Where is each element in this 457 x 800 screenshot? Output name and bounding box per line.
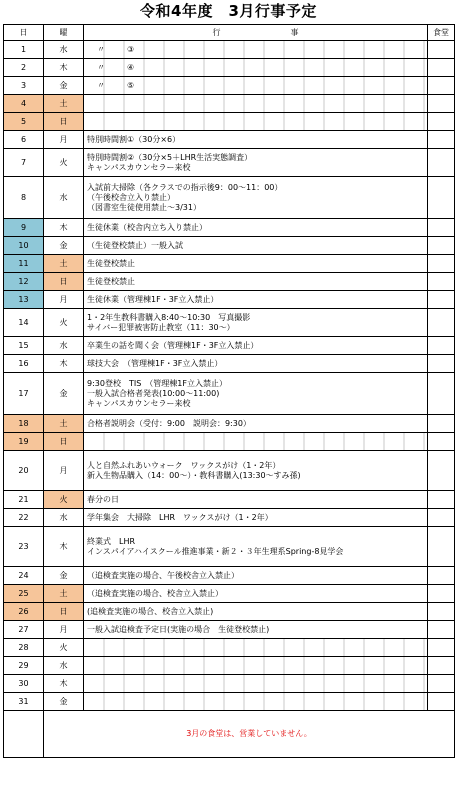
day-cell: 24 xyxy=(4,567,44,585)
events-cell xyxy=(84,657,428,675)
event-line: キャンパスカウンセラー来校 xyxy=(87,162,191,172)
cafeteria-cell xyxy=(428,491,455,509)
events-cell xyxy=(84,373,428,415)
table-row xyxy=(4,675,455,693)
cafeteria-cell xyxy=(428,273,455,291)
table-row xyxy=(4,639,455,657)
events-cell xyxy=(84,131,428,149)
events-cell xyxy=(84,59,428,77)
day-cell: 16 xyxy=(4,355,44,373)
cafeteria-cell xyxy=(428,527,455,567)
schedule-table xyxy=(3,24,455,758)
events-cell xyxy=(84,567,428,585)
weekday-cell: 日 xyxy=(44,603,84,621)
col-header-cafeteria: 食堂 xyxy=(428,25,455,41)
table-row xyxy=(4,355,455,373)
events-cell xyxy=(84,95,428,113)
weekday-cell: 木 xyxy=(44,59,84,77)
day-cell: 23 xyxy=(4,527,44,567)
weekday-cell: 日 xyxy=(44,433,84,451)
table-row xyxy=(4,113,455,131)
table-row xyxy=(4,177,455,219)
events-cell xyxy=(84,585,428,603)
events-cell xyxy=(84,41,428,59)
cafeteria-cell xyxy=(428,131,455,149)
ditto-mark: 〃 xyxy=(97,44,105,54)
events-cell xyxy=(84,639,428,657)
event-line: （追検査実施の場合、校舎立入禁止） xyxy=(87,588,223,598)
cafeteria-cell xyxy=(428,177,455,219)
events-cell xyxy=(84,237,428,255)
cafeteria-notice: 3月の食堂は、営業していません。 xyxy=(44,711,455,758)
events-cell xyxy=(84,149,428,177)
weekday-cell: 日 xyxy=(44,273,84,291)
col-header-day: 日 xyxy=(4,25,44,41)
table-row xyxy=(4,337,455,355)
event-line: 一般入試追検査予定日(実施の場合 生徒登校禁止) xyxy=(87,624,270,634)
cafeteria-cell xyxy=(428,41,455,59)
event-line: インスパイアハイスクール推進事業・新２・３年生理系Spring-8見学会 xyxy=(87,546,344,556)
table-row xyxy=(4,291,455,309)
cafeteria-cell xyxy=(428,337,455,355)
day-cell: 2 xyxy=(4,59,44,77)
weekday-cell: 水 xyxy=(44,509,84,527)
cafeteria-cell xyxy=(428,355,455,373)
table-row xyxy=(4,693,455,711)
event-line: 1・2年生教科書購入8:40～10:30 写真撮影 xyxy=(87,312,251,322)
table-row xyxy=(4,585,455,603)
table-row xyxy=(4,309,455,337)
table-row xyxy=(4,41,455,59)
event-text: ③ xyxy=(127,44,135,54)
weekday-cell: 月 xyxy=(44,451,84,491)
table-row xyxy=(4,567,455,585)
day-cell: 31 xyxy=(4,693,44,711)
events-cell xyxy=(84,621,428,639)
weekday-cell: 日 xyxy=(44,113,84,131)
event-line: 終業式 LHR xyxy=(87,536,136,546)
notice-row xyxy=(4,711,455,758)
weekday-cell: 土 xyxy=(44,95,84,113)
table-row xyxy=(4,433,455,451)
event-line: 生徒登校禁止 xyxy=(87,258,135,268)
event-line: (追検査実施の場合、校舎立入禁止) xyxy=(87,606,214,616)
day-cell: 26 xyxy=(4,603,44,621)
weekday-cell: 金 xyxy=(44,237,84,255)
day-cell: 17 xyxy=(4,373,44,415)
event-line: 生徒休業（校舎内立ち入り禁止） xyxy=(87,222,207,232)
weekday-cell: 火 xyxy=(44,309,84,337)
table-row xyxy=(4,373,455,415)
day-cell: 8 xyxy=(4,177,44,219)
table-row xyxy=(4,491,455,509)
cafeteria-cell xyxy=(428,373,455,415)
table-row xyxy=(4,509,455,527)
cafeteria-cell xyxy=(428,77,455,95)
weekday-cell: 木 xyxy=(44,527,84,567)
day-cell: 11 xyxy=(4,255,44,273)
day-cell: 21 xyxy=(4,491,44,509)
table-row xyxy=(4,77,455,95)
event-line: （午後校舎立入り禁止） xyxy=(87,192,175,202)
day-cell: 3 xyxy=(4,77,44,95)
event-line: 新入生物品購入（14：00～）・教科書購入(13:30～すみ孫) xyxy=(87,470,301,480)
table-row xyxy=(4,415,455,433)
col-header-events: 行 事 xyxy=(84,25,428,41)
event-line: 卒業生の話を聞く会（管理棟1F・3F立入禁止） xyxy=(87,340,259,350)
event-text: ④ xyxy=(127,62,135,72)
event-line: 春分の日 xyxy=(87,494,119,504)
cafeteria-cell xyxy=(428,693,455,711)
table-row xyxy=(4,273,455,291)
weekday-cell: 土 xyxy=(44,255,84,273)
table-row xyxy=(4,255,455,273)
cafeteria-cell xyxy=(428,149,455,177)
day-cell: 6 xyxy=(4,131,44,149)
event-line: 生徒休業（管理棟1F・3F立入禁止） xyxy=(87,294,219,304)
cafeteria-cell xyxy=(428,415,455,433)
event-text: ⑤ xyxy=(127,80,135,90)
day-cell: 19 xyxy=(4,433,44,451)
weekday-cell: 木 xyxy=(44,675,84,693)
event-line: （図書室生徒使用禁止～3/31） xyxy=(87,202,201,212)
weekday-cell: 月 xyxy=(44,291,84,309)
cafeteria-cell xyxy=(428,309,455,337)
table-row xyxy=(4,95,455,113)
day-cell: 13 xyxy=(4,291,44,309)
table-row xyxy=(4,603,455,621)
day-cell: 22 xyxy=(4,509,44,527)
weekday-cell: 月 xyxy=(44,621,84,639)
events-cell xyxy=(84,219,428,237)
events-cell xyxy=(84,77,428,95)
header-row xyxy=(4,25,455,41)
table-row xyxy=(4,621,455,639)
notice-blank-cell xyxy=(4,711,44,758)
events-cell xyxy=(84,113,428,131)
day-cell: 5 xyxy=(4,113,44,131)
cafeteria-cell xyxy=(428,219,455,237)
day-cell: 20 xyxy=(4,451,44,491)
event-line: サイバー犯罪被害防止教室（11：30～） xyxy=(87,322,235,332)
events-cell xyxy=(84,415,428,433)
day-cell: 30 xyxy=(4,675,44,693)
table-row xyxy=(4,527,455,567)
cafeteria-cell xyxy=(428,603,455,621)
day-cell: 25 xyxy=(4,585,44,603)
weekday-cell: 月 xyxy=(44,131,84,149)
event-line: 人と自然ふれあいウォーク ワックスがけ（1・2年） xyxy=(87,460,281,470)
day-cell: 29 xyxy=(4,657,44,675)
event-line: 特別時間割②（30分×5＋LHR生活実態調査） xyxy=(87,152,253,162)
cafeteria-cell xyxy=(428,509,455,527)
day-cell: 15 xyxy=(4,337,44,355)
day-cell: 1 xyxy=(4,41,44,59)
day-cell: 14 xyxy=(4,309,44,337)
day-cell: 7 xyxy=(4,149,44,177)
event-line: キャンパスカウンセラー来校 xyxy=(87,398,191,408)
weekday-cell: 金 xyxy=(44,567,84,585)
events-cell xyxy=(84,451,428,491)
event-line: 学年集会 大掃除 LHR ワックスがけ（1・2年） xyxy=(87,512,273,522)
event-line: （生徒登校禁止）一般入試 xyxy=(87,240,183,250)
cafeteria-cell xyxy=(428,675,455,693)
weekday-cell: 金 xyxy=(44,693,84,711)
event-line: 入試前大掃除（各クラスでの指示後9：00～11：00） xyxy=(87,182,283,192)
day-cell: 27 xyxy=(4,621,44,639)
cafeteria-cell xyxy=(428,621,455,639)
col-header-weekday: 曜 xyxy=(44,25,84,41)
table-row xyxy=(4,657,455,675)
cafeteria-cell xyxy=(428,639,455,657)
events-cell xyxy=(84,337,428,355)
events-cell xyxy=(84,603,428,621)
ditto-mark: 〃 xyxy=(97,62,105,72)
event-line: （追検査実施の場合、午後校舎立入禁止） xyxy=(87,570,239,580)
cafeteria-cell xyxy=(428,567,455,585)
events-cell xyxy=(84,675,428,693)
weekday-cell: 水 xyxy=(44,657,84,675)
cafeteria-cell xyxy=(428,59,455,77)
cafeteria-cell xyxy=(428,95,455,113)
events-cell xyxy=(84,527,428,567)
weekday-cell: 水 xyxy=(44,177,84,219)
cafeteria-cell xyxy=(428,255,455,273)
events-cell xyxy=(84,273,428,291)
events-cell xyxy=(84,255,428,273)
events-cell xyxy=(84,309,428,337)
cafeteria-cell xyxy=(428,433,455,451)
weekday-cell: 火 xyxy=(44,639,84,657)
table-row xyxy=(4,131,455,149)
ditto-mark: 〃 xyxy=(97,80,105,90)
cafeteria-cell xyxy=(428,451,455,491)
weekday-cell: 火 xyxy=(44,491,84,509)
weekday-cell: 木 xyxy=(44,355,84,373)
events-cell xyxy=(84,433,428,451)
weekday-cell: 土 xyxy=(44,415,84,433)
weekday-cell: 土 xyxy=(44,585,84,603)
day-cell: 18 xyxy=(4,415,44,433)
weekday-cell: 水 xyxy=(44,337,84,355)
event-line: 合格者説明会（受付：9:00 説明会：9:30） xyxy=(87,418,251,428)
weekday-cell: 木 xyxy=(44,219,84,237)
table-row xyxy=(4,219,455,237)
day-cell: 28 xyxy=(4,639,44,657)
events-cell xyxy=(84,291,428,309)
day-cell: 4 xyxy=(4,95,44,113)
events-cell xyxy=(84,355,428,373)
event-line: 一般入試合格者発表(10:00～11:00) xyxy=(87,388,220,398)
table-row xyxy=(4,59,455,77)
day-cell: 9 xyxy=(4,219,44,237)
day-cell: 10 xyxy=(4,237,44,255)
weekday-cell: 金 xyxy=(44,373,84,415)
table-row xyxy=(4,451,455,491)
table-row xyxy=(4,149,455,177)
cafeteria-cell xyxy=(428,113,455,131)
events-cell xyxy=(84,509,428,527)
event-line: 9:30登校 TIS （管理棟1F立入禁止） xyxy=(87,378,227,388)
events-cell xyxy=(84,177,428,219)
table-row xyxy=(4,237,455,255)
events-cell xyxy=(84,693,428,711)
cafeteria-cell xyxy=(428,585,455,603)
schedule-rows xyxy=(4,41,455,758)
event-line: 球技大会 （管理棟1F・3F立入禁止） xyxy=(87,358,223,368)
weekday-cell: 火 xyxy=(44,149,84,177)
weekday-cell: 金 xyxy=(44,77,84,95)
cafeteria-cell xyxy=(428,237,455,255)
event-line: 生徒登校禁止 xyxy=(87,276,135,286)
cafeteria-cell xyxy=(428,291,455,309)
cafeteria-cell xyxy=(428,657,455,675)
weekday-cell: 水 xyxy=(44,41,84,59)
event-line: 特別時間割①（30分×6） xyxy=(87,134,181,144)
page-title: 令和4年度 3月行事予定 xyxy=(140,2,317,20)
day-cell: 12 xyxy=(4,273,44,291)
events-cell xyxy=(84,491,428,509)
